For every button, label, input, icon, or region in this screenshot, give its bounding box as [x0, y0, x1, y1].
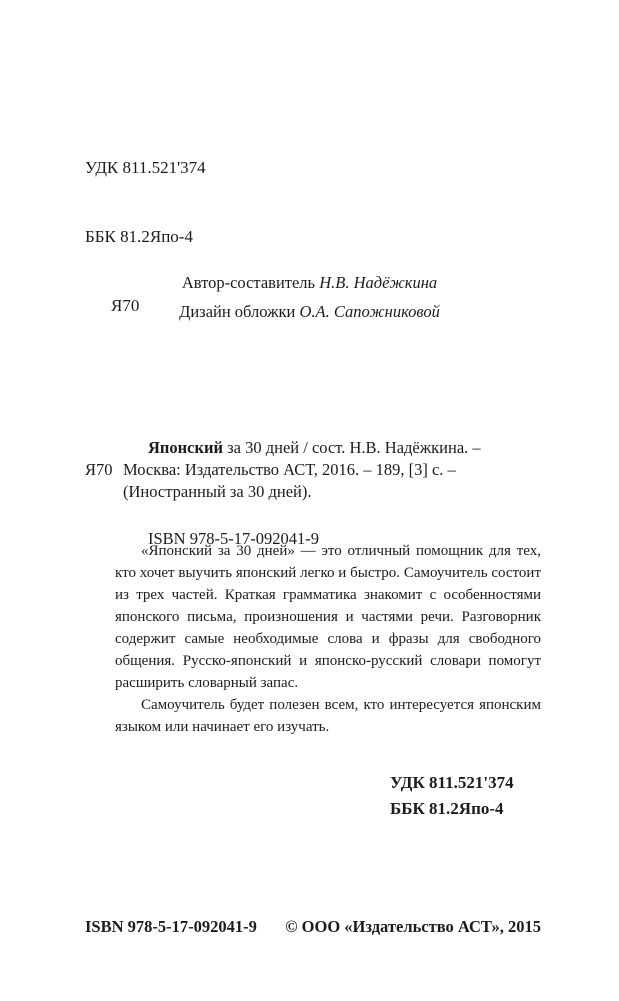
author-credit-name: Н.В. Надёжкина: [319, 273, 438, 292]
bibliographic-record: [85, 437, 550, 550]
biblio-entry: [123, 437, 550, 503]
author-sign-top: Я70: [111, 296, 140, 315]
isbn-biblio: ISBN 978-5-17-092041-9: [148, 529, 319, 548]
credits-block: [0, 268, 619, 326]
biblio-line-2: Москва: Издательство АСТ, 2016. – 189, [3] с. –: [123, 460, 456, 479]
design-credit-line: [0, 297, 619, 326]
author-credit-label: Автор-составитель: [181, 273, 320, 292]
design-credit-label: Дизайн обложки: [179, 302, 300, 321]
copyright-notice: © ООО «Издательство АСТ», 2015: [285, 917, 541, 936]
design-credit-name: О.А. Сапожниковой: [299, 302, 440, 321]
udk-code-top: УДК 811.521'374: [85, 158, 206, 177]
footer-line: [85, 916, 541, 938]
bbk-code-top: ББК 81.2Япо-4: [85, 227, 193, 246]
biblio-line-1-rest: за 30 дней / сост. Н.В. Надёжкина. –: [223, 438, 481, 457]
annotation-paragraph-1: «Японский за 30 дней» — это отличный помощник для тех, кто хочет выучить японский легко и быстро. Самоучитель состоит из трех частей. Краткая грамматика знакомит с особенностями японского письма, произношения и частями речи. Разговорник содержит самые необходимые слова и фразы для свободного общения. Русско-японский и японско-русский словари помогут расширить словарный запас.: [115, 543, 541, 691]
author-sign-biblio: Я70: [85, 460, 113, 479]
annotation-block: [115, 540, 541, 738]
book-title: Японский: [148, 438, 224, 457]
isbn-footer: ISBN 978-5-17-092041-9: [85, 917, 257, 936]
bottom-classification-codes: [390, 770, 514, 822]
biblio-line-3: (Иностранный за 30 дней).: [123, 482, 312, 501]
bbk-code-bottom: ББК 81.2Япо-4: [390, 799, 504, 818]
annotation-paragraph-2: Самоучитель будет полезен всем, кто интересуется японским языком или начинает его изучать.: [115, 697, 541, 735]
udk-code-bottom: УДК 811.521'374: [390, 773, 514, 792]
biblio-line-1: [123, 437, 550, 459]
author-credit-line: [0, 268, 619, 297]
